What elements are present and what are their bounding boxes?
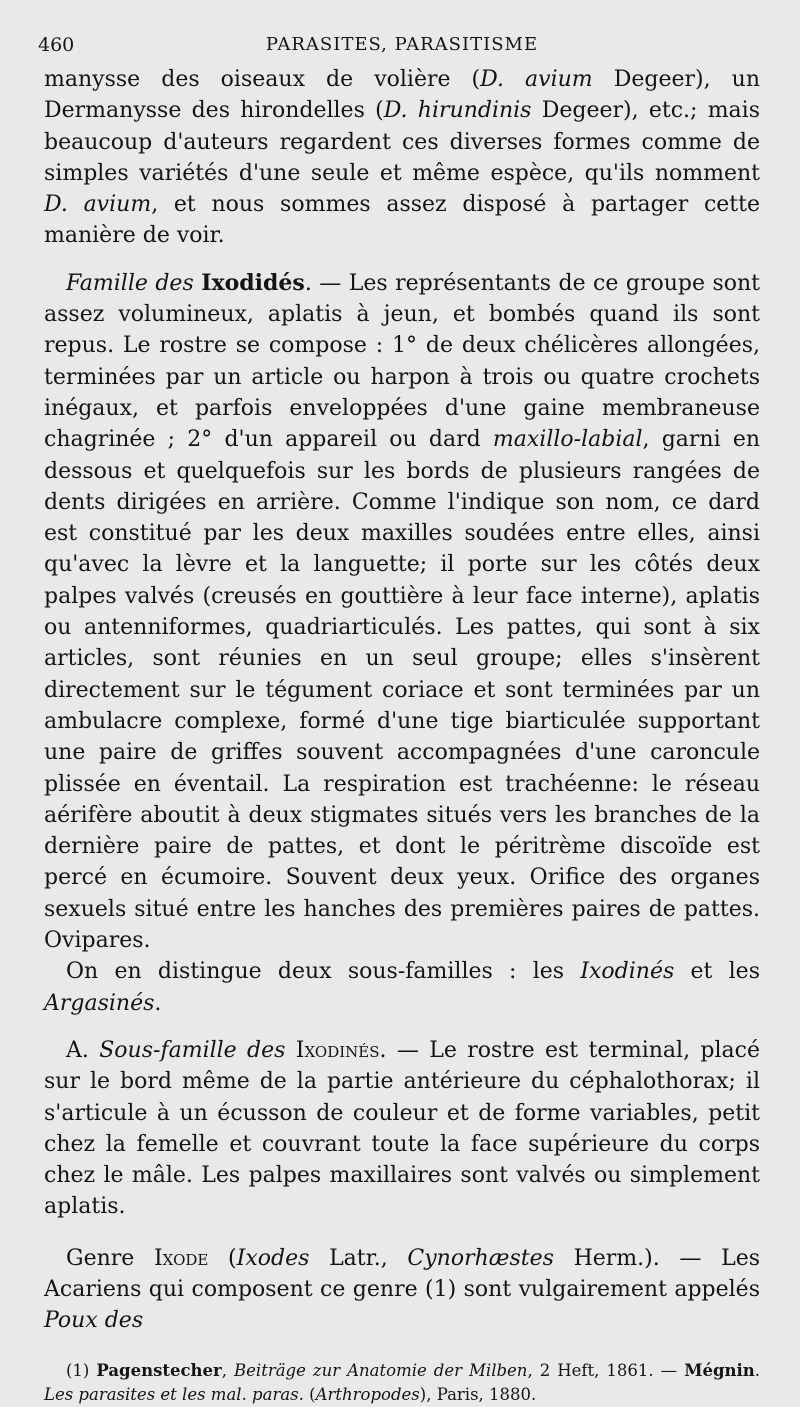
paragraph-dermanysse [44,64,760,252]
text-run: ( [208,1245,237,1271]
species-name: D. avium [44,192,152,218]
text-run: manysse des oiseaux de volière ( [44,67,481,92]
text-run: et les [674,959,760,985]
subfamily-name: Ixodinés [295,1037,380,1063]
text-run: . [754,1360,760,1380]
text-run: . — Le rostre est terminal, placé sur le bord même de la partie antérieure du céphalothorax; il s'articule à un écusson de couleur et de forme variables, petit chez la femelle et couvrant toute la face supérieure du corps chez le mâle. Les palpes maxillaires sont valvés ou simplement aplatis. [44,1037,760,1220]
running-title: PARASITES, PARASITISME [265,34,539,55]
footnote-marker: (1) [66,1360,97,1380]
page-number: 460 [38,34,75,56]
paragraph-ixodines [44,1035,760,1223]
text-run: , [221,1360,235,1380]
genus-synonym: Cynorhæstes [407,1245,554,1271]
footnote-title: Beiträge zur Anatomie der Milben [234,1360,528,1380]
running-head [38,30,760,64]
text-run: Latr., [309,1245,408,1271]
text-run: ( [303,1384,316,1404]
text-run: . [154,990,162,1016]
common-name: Poux des [44,1308,144,1334]
text-run: , 2 Heft, 1861. — [527,1360,685,1380]
genus-name: Ixode [153,1245,209,1271]
section-label: Famille des [66,270,202,296]
section-label: Sous-famille des [99,1037,296,1063]
footnotes [44,1359,760,1407]
paragraph-ixodides [44,268,760,957]
text-run: Genre [66,1245,154,1271]
text-run: On en distingue deux sous-familles : les [66,959,581,985]
subfamily-name: Ixodinés [580,959,675,985]
species-name: D. hirundinis [383,98,532,124]
footnote-author: Pagenstecher [96,1360,222,1380]
text-run: ), Paris, 1880. [419,1384,537,1404]
paragraph-subfamilies [44,956,760,1019]
family-name: Ixodidés [201,269,305,296]
subfamily-name: Argasinés [44,990,155,1016]
term-italic: maxillo-labial [492,427,643,453]
text-run: , garni en dessous et quelquefois sur les bords de plusieurs rangées de dents dirigées en arrière. Comme l'indique son nom, ce dard est constitué par les deux maxilles soudées entre elles, ainsi qu'avec la lèvre et la languette; il porte sur les côtés deux palpes valvés (creusés en gouttière à leur face interne), aplatis ou antenniformes, quadriarticulés. Les pattes, qui sont à six articles, sont réunies en un seul groupe; elles s'insèrent directement sur le tégument coriace et sont terminées par un ambulacre complexe, formé d'une tige biarticulée supportant une paire de griffes souvent accompagnées d'une caroncule plissée en éventail. La respiration est trachéenne: le réseau aérifère aboutit à deux stigmates situés vers les branches de la dernière paire de pattes, et dont le péritrème discoïde est percé en écumoire. Souvent deux yeux. Orifice des organes sexuels situé entre les hanches des premières paires de pattes. Ovipares. [44,427,761,954]
text-run: Degeer), etc.; mais beaucoup d'auteurs regardent ces diverses formes comme de simples variétés d'une seule et même espèce, qu'ils nomment [44,98,760,186]
text-run: Herm.). — Les Acariens qui composent ce genre (1) sont vulgairement appelés [44,1245,760,1302]
footnote-author: Mégnin [684,1360,755,1380]
footnote-title: Les parasites et les mal. paras. [44,1384,304,1404]
text-run: A. [66,1037,100,1063]
paragraph-genre-ixode [44,1243,760,1337]
text-run: Degeer), un Dermanysse des hirondelles ( [44,67,761,124]
text-run: , et nous sommes assez disposé à partager cette manière de voir. [44,192,761,249]
footnote-title: Arthropodes [315,1384,420,1404]
body-text [44,64,760,1337]
text-run: . — Les représentants de ce groupe sont assez volumineux, aplatis à jeun, et bombés quand ils sont repus. Le rostre se compose : 1° de deux chélicères allongées, terminées par un article ou harpon à trois ou quatre crochets inégaux, et parfois enveloppées d'une gaine membraneuse chagrinée ; 2° d'un appareil ou dard [44,270,761,453]
footnote [44,1359,760,1407]
species-name: D. avium [480,67,593,92]
genus-latin: Ixodes [236,1245,310,1271]
